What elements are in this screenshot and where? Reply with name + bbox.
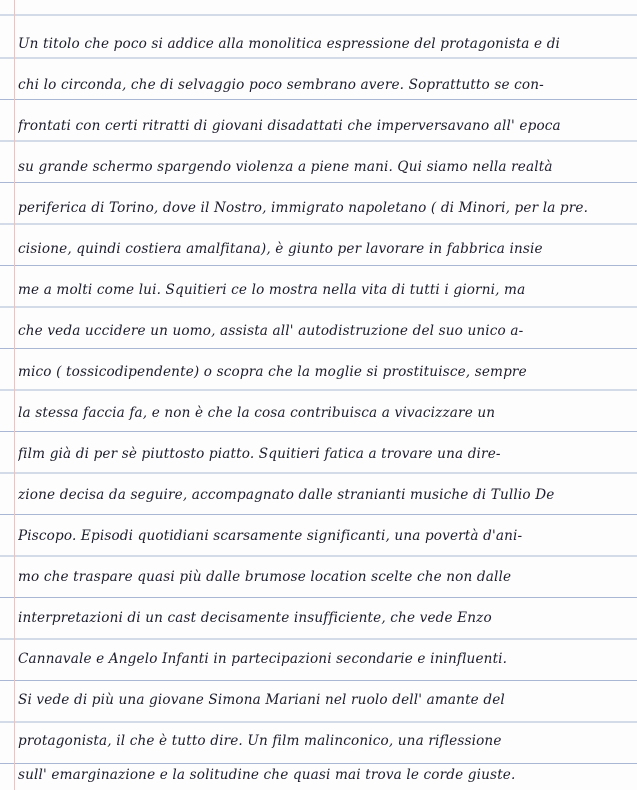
- text-line: periferica di Torino, dove il Nostro, immigrato napoletano ( di Minori, per la pre.: [18, 200, 589, 216]
- text-line: chi lo circonda, che di selvaggio poco sembrano avere. Soprattutto se con-: [18, 77, 544, 93]
- text-line: la stessa faccia fa, e non è che la cosa contribuisca a vivacizzare un: [18, 405, 496, 421]
- text-line: film già di per sè piuttosto piatto. Squitieri fatica a trovare una dire-: [18, 446, 501, 462]
- text-line: sull' emarginazione e la solitudine che quasi mai trova le corde giuste.: [18, 767, 516, 783]
- text-line: mo che traspare quasi più dalle brumose location scelte che non dalle: [18, 569, 512, 585]
- text-line: che veda uccidere un uomo, assista all' autodistruzione del suo unico a-: [18, 323, 524, 339]
- text-line: interpretazioni di un cast decisamente insufficiente, che vede Enzo: [18, 610, 492, 626]
- margin-line: [14, 0, 15, 790]
- text-line: Si vede di più una giovane Simona Mariani nel ruolo dell' amante del: [18, 692, 505, 708]
- text-line: Un titolo che poco si addice alla monolitica espressione del protagonista e di: [18, 36, 561, 52]
- text-line: frontati con certi ritratti di giovani disadattati che imperversavano all' epoca: [18, 118, 561, 134]
- text-line: protagonista, il che è tutto dire. Un film malinconico, una riflessione: [18, 733, 502, 749]
- text-line: Cannavale e Angelo Infanti in partecipazioni secondarie e ininfluenti.: [18, 651, 508, 667]
- text-line: mico ( tossicodipendente) o scopra che la moglie si prostituisce, sempre: [18, 364, 527, 380]
- text-line: me a molti come lui. Squitieri ce lo mostra nella vita di tutti i giorni, ma: [18, 282, 526, 298]
- text-line: Piscopo. Episodi quotidiani scarsamente significanti, una povertà d'ani-: [18, 528, 523, 544]
- text-line: su grande schermo spargendo violenza a piene mani. Qui siamo nella realtà: [18, 159, 553, 175]
- text-line: zione decisa da seguire, accompagnato dalle stranianti musiche di Tullio De: [18, 487, 555, 503]
- text-line: cisione, quindi costiera amalfitana), è giunto per lavorare in fabbrica insie: [18, 241, 543, 257]
